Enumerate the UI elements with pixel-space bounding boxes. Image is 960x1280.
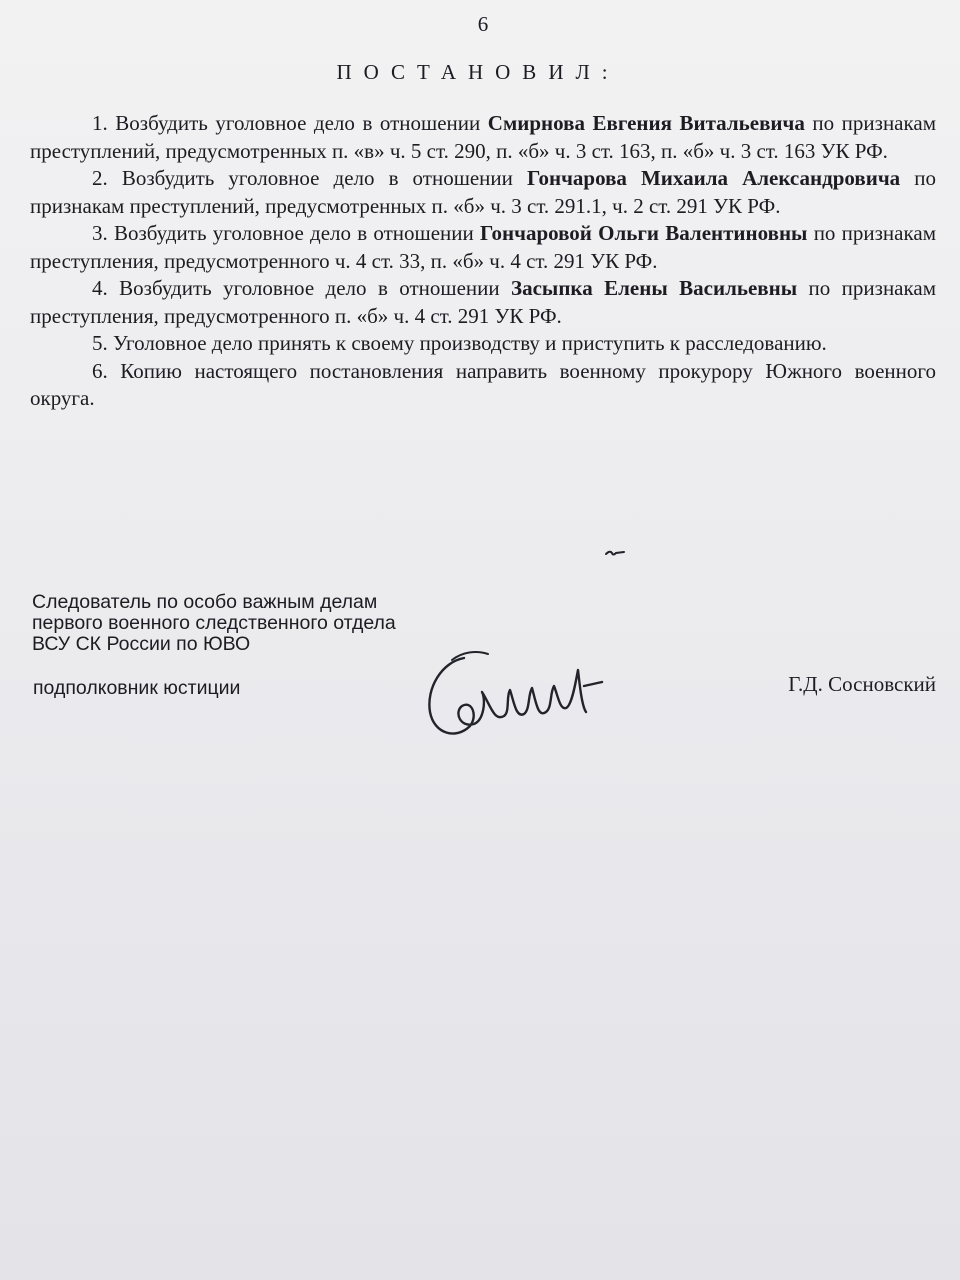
position-line-1: Следователь по особо важным делам	[32, 591, 378, 613]
rank-label: подполковник юстиции	[33, 677, 241, 699]
resolution-item-5	[30, 330, 936, 358]
position-line-2: первого военного следственного отдела	[32, 612, 396, 634]
item-text: 5. Уголовное дело принять к своему производству и приступить к расследованию.	[92, 331, 827, 355]
item-text: 1. Возбудить уголовное дело в отношении	[92, 111, 488, 135]
person-name: Гончарова Михаила Александровича	[526, 166, 901, 190]
person-name: Смирнова Евгения Витальевича	[487, 111, 805, 135]
person-name: Гончаровой Ольги Валентиновны	[479, 221, 808, 245]
resolution-list	[30, 110, 936, 413]
item-text: по признакам преступления, предусмотренного п. «б» ч. 4 ст. 291 УК РФ.	[30, 276, 936, 328]
document-heading: ПОСТАНОВИЛ:	[336, 60, 620, 84]
pen-mark-icon	[600, 540, 630, 564]
resolution-item-2	[30, 165, 936, 220]
item-text: 3. Возбудить уголовное дело в отношении	[92, 221, 480, 245]
resolution-item-1	[30, 110, 936, 165]
item-text: 4. Возбудить уголовное дело в отношении	[92, 276, 512, 300]
item-text: по признакам преступлений, предусмотренных п. «в» ч. 5 ст. 290, п. «б» ч. 3 ст. 163, п. «б» ч. 3 ст. 163 УК РФ.	[30, 111, 936, 163]
item-text: 6. Копию настоящего постановления направить военному прокурору Южного военного округа.	[30, 358, 936, 410]
signer-name: Г.Д. Сосновский	[788, 672, 936, 696]
resolution-item-3	[30, 220, 936, 275]
item-text: по признакам преступления, предусмотренного ч. 4 ст. 33, п. «б» ч. 4 ст. 291 УК РФ.	[30, 221, 936, 273]
resolution-item-4	[30, 275, 936, 330]
position-line-3: ВСУ СК России по ЮВО	[32, 633, 251, 655]
item-text: 2. Возбудить уголовное дело в отношении	[92, 166, 527, 190]
handwritten-signature-icon	[412, 640, 612, 750]
resolution-item-6	[30, 358, 936, 413]
signature-block	[32, 592, 472, 655]
page-number: 6	[477, 12, 489, 36]
person-name: Засыпка Елены Васильевны	[511, 276, 798, 300]
item-text: по признакам преступлений, предусмотренных п. «б» ч. 3 ст. 291.1, ч. 2 ст. 291 УК РФ.	[30, 166, 936, 218]
